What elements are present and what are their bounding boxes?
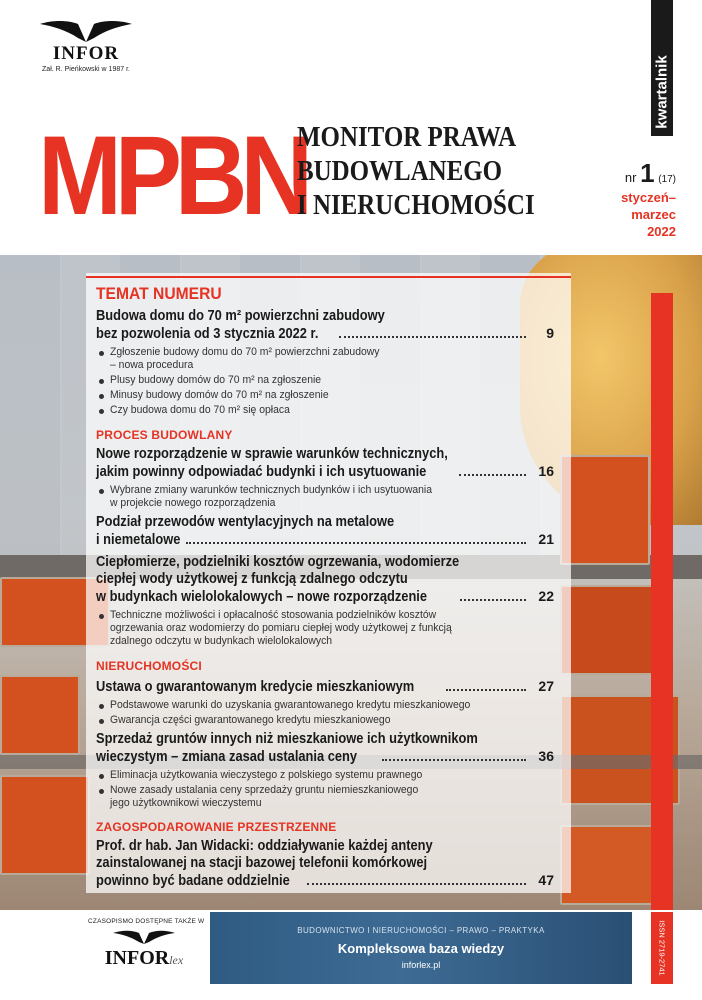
issue-number: nr 1 (17) [624,158,676,188]
toc-bullet: Podstawowe warunki do uzyskania gwarantowanego kredytu mieszkaniowego [96,699,554,712]
section-heading: PROCES BUDOWLANY [96,428,233,442]
toc-bullet: Zgłoszenie budowy domu do 70 m² powierzchni zabudowy – nowa procedura [96,346,554,372]
page-number: 9 [546,325,554,341]
banner-title: Kompleksowa baza wiedzy [337,941,505,956]
topic-heading: TEMAT NUMERU [96,284,222,303]
available-also-label: CZASOPISMO DOSTĘPNE TAKŻE W [88,918,205,925]
red-side-stripe [651,293,673,910]
eagle-wings-icon [38,18,134,44]
infor-logo [28,18,144,73]
banner-subtitle: BUDOWNICTWO I NIERUCHOMOŚCI – PRAWO – PRAKTYKA [297,926,545,935]
page-number: 36 [538,748,554,764]
table-of-contents [96,283,554,890]
section-heading: ZAGOSPODAROWANIE PRZESTRZENNE [96,820,337,834]
toc-top-rule [86,276,571,278]
footer-logo-name: INFOR [104,947,170,969]
banner-url[interactable]: inforlex.pl [401,960,441,970]
toc-bullet: Plusy budowy domów do 70 m² na zgłoszenie [96,374,554,387]
issue-info [600,158,676,240]
footer-logo-suffix: lex [169,953,184,967]
toc-bullet: Gwarancja części gwarantowanego kredytu mieszkaniowego [96,714,554,727]
toc-article[interactable]: Ciepłomierze, podzielniki kosztów ogrzewania, wodomierze ciepłej wody użytkowej z funkcją zdalnego odczytu w budynkach wielolokalowych – nowe rozporządzenie 22 [96,554,554,605]
frequency-label: kwartalnik [653,55,671,129]
issue-period: styczeń–marzec [621,190,676,222]
page-number: 47 [538,872,554,888]
page-number: 16 [538,463,554,479]
inforlex-banner[interactable] [210,912,632,984]
section-heading: NIERUCHOMOŚCI [96,659,202,673]
publisher-founded: Zał. R. Pieńkowski w 1987 r. [42,66,130,73]
toc-article[interactable]: Prof. dr hab. Jan Widacki: oddziaływanie każdej anteny zainstalowanej na stacji bazowej telefonii komórkowej powinno być badane oddzielnie 47 [96,838,554,889]
journal-title [297,120,535,222]
toc-bullet: Eliminacja użytkowania wieczystego z polskiego systemu prawnego [96,769,554,782]
toc-bullet: Techniczne możliwości i opłacalność stosowania podzielników kosztów ogrzewania oraz wodomierzy do pomiaru ciepłej wody użytkowej z funkcją zdalnego odczytu w budynkach wielolokalowych [96,609,554,648]
journal-title-line: MONITOR PRAWA [297,121,517,153]
toc-article[interactable]: Budowa domu do 70 m² powierzchni zabudowy bez pozwolenia od 3 stycznia 2022 r. 9 [96,308,554,342]
toc-article[interactable]: Sprzedaż gruntów innych niż mieszkaniowe ich użytkownikom wieczystym – zmiana zasad ustalania ceny 36 [96,731,554,765]
eagle-wings-icon [112,929,176,945]
toc-bullet: Nowe zasady ustalania ceny sprzedaży gruntu niemieszkaniowego jego użytkownikowi wieczystemu [96,784,554,810]
publisher-name: INFOR [52,43,120,64]
frequency-tab [651,0,673,136]
toc-bullet: Czy budowa domu do 70 m² się opłaca [96,404,554,417]
inforlex-logo[interactable] [88,918,205,970]
masthead-logo-text: MPBN [38,113,306,238]
page-number: 22 [538,588,554,604]
toc-article[interactable]: Ustawa o gwarantowanym kredycie mieszkaniowym 27 [96,678,554,695]
journal-title-line: BUDOWLANEGO [297,155,503,187]
toc-bullet: Minusy budowy domów do 70 m² na zgłoszenie [96,389,554,402]
toc-article[interactable]: Nowe rozporządzenie w sprawie warunków technicznych, jakim powinny odpowiadać budynki i ich usytuowanie 16 [96,446,554,480]
page-number: 27 [538,678,554,694]
toc-bullet: Wybrane zmiany warunków technicznych budynków i ich usytuowania w projekcie nowego rozporządzenia [96,484,554,510]
issue-year: 2022 [647,224,676,239]
toc-article[interactable]: Podział przewodów wentylacyjnych na metalowe i niemetalowe 21 [96,514,554,548]
masthead-logo [38,113,306,238]
issn-label: ISSN 2719-2741 [657,920,667,976]
page-number: 21 [538,531,554,547]
journal-title-line: I NIERUCHOMOŚCI [297,189,535,221]
issn-tab [651,912,673,984]
